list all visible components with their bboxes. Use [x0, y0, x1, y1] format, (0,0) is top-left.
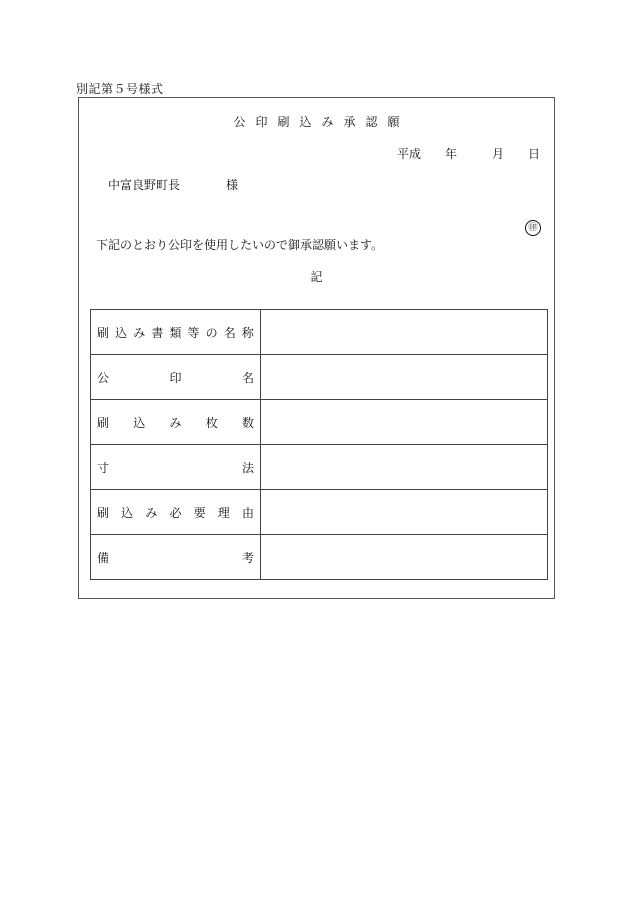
table-row: [91, 490, 548, 535]
row-label-cell: [91, 310, 261, 355]
row-label-cell: [91, 355, 261, 400]
row-label: 公 印 名: [97, 370, 254, 385]
honorific: 様: [226, 178, 239, 192]
row-value-field[interactable]: [261, 535, 548, 580]
row-value-field[interactable]: [261, 355, 548, 400]
table-row: [91, 355, 548, 400]
addressee: 中富良野町長: [108, 178, 181, 192]
table-row: [91, 535, 548, 580]
request-statement: 下記のとおり公印を使用したいので御承認願います。: [96, 238, 384, 252]
row-value-field[interactable]: [261, 400, 548, 445]
form-title: 公印刷込み承認願: [233, 115, 410, 129]
row-label-cell: [91, 445, 261, 490]
date-day-unit: 日: [528, 147, 541, 161]
row-label: 備 考: [97, 550, 254, 565]
row-label-cell: [91, 535, 261, 580]
seal-mark-icon: ㊞: [525, 220, 541, 236]
row-value-field[interactable]: [261, 490, 548, 535]
table-row: [91, 400, 548, 445]
date-month-unit: 月: [492, 147, 505, 161]
row-label-cell: [91, 400, 261, 445]
date-year-unit: 年: [445, 147, 458, 161]
row-value-field[interactable]: [261, 445, 548, 490]
application-form: [78, 97, 555, 599]
date-era: 平成: [397, 147, 422, 161]
table-row: [91, 445, 548, 490]
row-label: 刷 込 み 書 類 等 の 名 称: [97, 325, 254, 340]
ki-heading: 記: [310, 270, 323, 284]
row-label: 寸 法: [97, 460, 254, 475]
row-label: 刷 込 み 枚 数: [97, 415, 254, 430]
detail-table: [90, 309, 548, 580]
row-label-cell: [91, 490, 261, 535]
form-number-label: 別記第５号様式: [76, 82, 164, 96]
row-label: 刷 込 み 必 要 理 由: [97, 505, 254, 520]
row-value-field[interactable]: [261, 310, 548, 355]
table-row: [91, 310, 548, 355]
